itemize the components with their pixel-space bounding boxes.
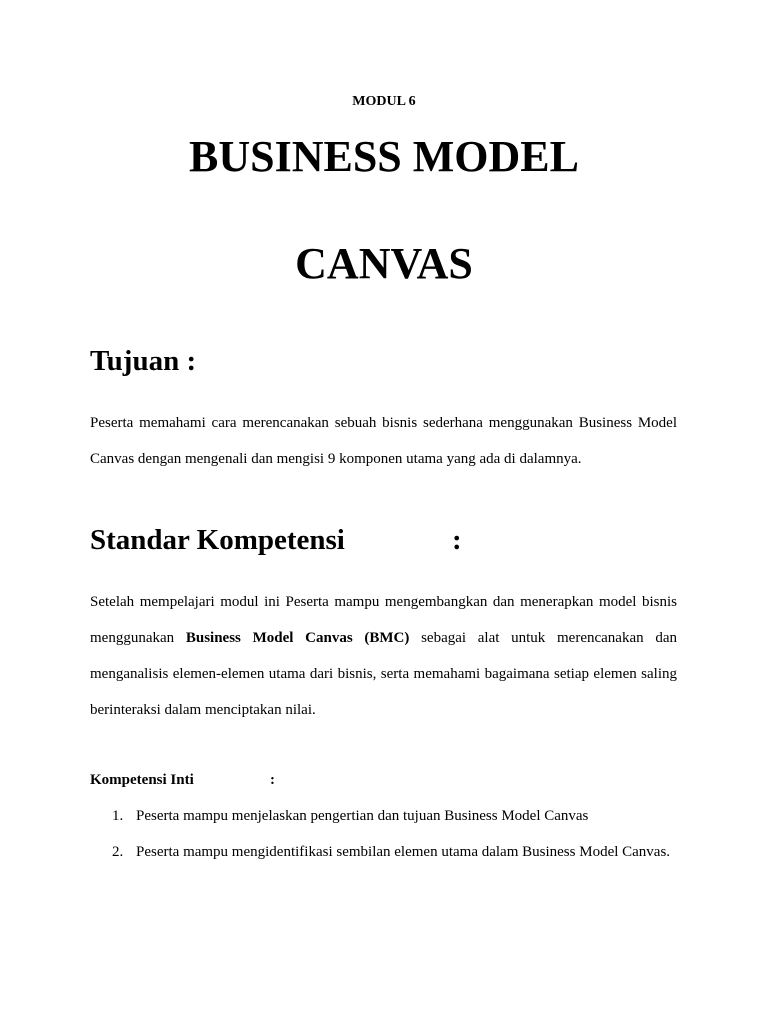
tujuan-paragraph bbox=[90, 405, 677, 477]
kompetensi-inti-list bbox=[90, 805, 690, 877]
title-line-2: CANVAS bbox=[295, 239, 473, 288]
standar-paragraph bbox=[90, 584, 677, 728]
list-item-text: Peserta mampu mengidentifikasi sembilan elemen utama dalam Business Model Canvas. bbox=[136, 844, 671, 860]
kompetensi-inti-colon: : bbox=[270, 772, 275, 788]
tujuan-heading: Tujuan : bbox=[90, 345, 197, 377]
standar-line-2 bbox=[90, 620, 677, 656]
standar-heading-text: Standar Kompetensi bbox=[90, 524, 345, 556]
list-item-number: 2. bbox=[112, 844, 124, 860]
title-line-1: BUSINESS MODEL bbox=[188, 132, 579, 181]
standar-line-1: Setelah mempelajari modul ini Peserta mampu mengembangkan dan menerapkan model bisnis bbox=[90, 594, 677, 610]
tujuan-line-1: Peserta memahami cara merencanakan sebuah bisnis sederhana menggunakan Business Model bbox=[90, 415, 677, 431]
list-item bbox=[90, 805, 690, 841]
standar-line-3: menganalisis elemen-elemen utama dari bisnis, serta memahami bagaimana setiap elemen saling bbox=[90, 666, 677, 682]
standar-line-2-pre: menggunakan bbox=[90, 630, 186, 646]
list-item-number: 1. bbox=[112, 808, 124, 824]
standar-line-4: berinteraksi dalam menciptakan nilai. bbox=[90, 702, 316, 718]
list-item bbox=[90, 841, 690, 877]
kompetensi-inti-heading-text: Kompetensi Inti bbox=[90, 772, 194, 788]
list-item-text: Peserta mampu menjelaskan pengertian dan tujuan Business Model Canvas bbox=[136, 808, 589, 824]
standar-heading bbox=[90, 522, 468, 558]
kompetensi-inti-heading bbox=[90, 770, 290, 790]
bmc-term: Business Model Canvas (BMC) bbox=[185, 630, 410, 646]
standar-line-2-post: sebagai alat untuk merencanakan dan bbox=[409, 630, 677, 646]
tujuan-line-2: Canvas dengan mengenali dan mengisi 9 komponen utama yang ada di dalamnya. bbox=[90, 451, 582, 467]
module-label: MODUL 6 bbox=[352, 94, 416, 109]
standar-heading-colon: : bbox=[452, 524, 462, 556]
